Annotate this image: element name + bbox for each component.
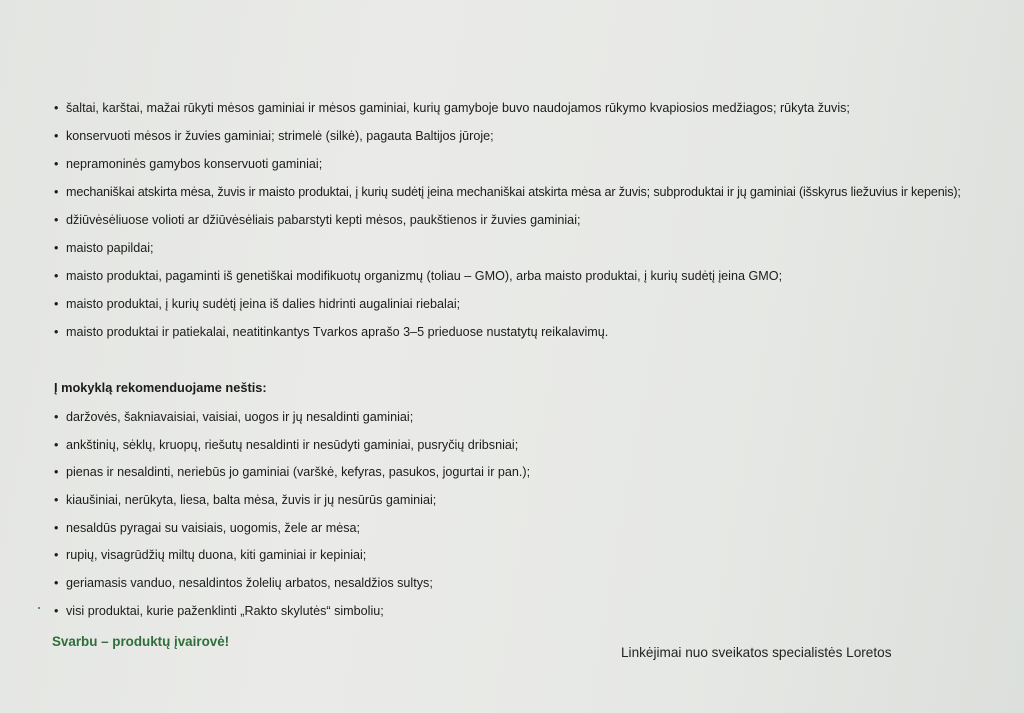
bullet-icon: • (54, 101, 59, 115)
bullet-icon: • (54, 493, 59, 508)
list-item (54, 128, 961, 156)
bullet-icon: • (54, 269, 59, 283)
list-item (54, 184, 961, 212)
list-item-text: maisto produktai, į kurių sudėtį įeina iš dalies hidrinti augaliniai riebalai; (66, 297, 461, 311)
list-item-text: džiūvėsėliuose volioti ar džiūvėsėliais pabarstyti kepti mėsos, paukštienos ir žuvies gaminiai; (66, 213, 581, 227)
list-item (54, 156, 961, 184)
list-item-text: daržovės, šakniavaisiai, vaisiai, uogos ir jų nesaldinti gaminiai; (66, 410, 414, 424)
bullet-icon: • (54, 520, 59, 535)
list-item (54, 409, 530, 437)
list-item (54, 575, 530, 603)
list-item (54, 296, 961, 324)
list-item-text: rupių, visagrūdžių miltų duona, kiti gaminiai ir kepiniai; (66, 548, 367, 563)
list-item-text: ankštinių, sėklų, kruopų, riešutų nesaldinti ir nesūdyti gaminiai, pusryčių dribsniai; (66, 437, 519, 452)
list-item-text: maisto produktai ir patiekalai, neatitinkantys Tvarkos aprašo 3–5 prieduose nustatytų reikalavimų. (66, 325, 609, 339)
list-item-text: kiaušiniai, nerūkyta, liesa, balta mėsa, žuvis ir jų nesūrūs gaminiai; (66, 493, 437, 508)
list-item-text: nesaldūs pyragai su vaisiais, uogomis, žele ar mėsa; (66, 520, 360, 535)
list-item (54, 268, 961, 296)
bullet-icon: • (54, 465, 59, 480)
list-item (54, 464, 530, 492)
bullet-icon: • (54, 157, 59, 171)
forbidden-products-list (54, 100, 961, 352)
list-item (54, 324, 961, 352)
list-item (54, 547, 530, 575)
bullet-icon: • (54, 548, 59, 563)
bullet-icon: • (54, 410, 59, 424)
list-item-text: geriamasis vanduo, nesaldintos žolelių arbatos, nesaldžios sultys; (66, 576, 433, 591)
bullet-icon: • (54, 213, 59, 227)
bullet-icon: • (54, 241, 59, 255)
bullet-icon: • (54, 129, 59, 143)
list-item (54, 100, 961, 128)
list-item-text: maisto papildai; (66, 241, 154, 255)
recommended-heading: Į mokyklą rekomenduojame neštis: (54, 380, 267, 395)
bullet-icon: • (54, 325, 59, 339)
bullet-icon: • (54, 437, 59, 452)
list-item (54, 240, 961, 268)
list-item-text: mechaniškai atskirta mėsa, žuvis ir maisto produktai, į kurių sudėtį įeina mechaniškai atskirta mėsa ar žuvis; subproduktai ir jų gaminiai (išskyrus liežuvius ir kepenis); (66, 185, 961, 199)
greeting-signature: Linkėjimai nuo sveikatos specialistės Loretos (621, 645, 892, 660)
bullet-icon: • (54, 297, 59, 311)
bullet-icon: • (54, 603, 59, 618)
ink-speck (38, 607, 40, 609)
list-item-text: pienas ir nesaldinti, neriebūs jo gaminiai (varškė, kefyras, pasukos, jogurtai ir pan.); (66, 465, 531, 480)
list-item (54, 492, 530, 520)
bullet-icon: • (54, 576, 59, 591)
recommended-products-list (54, 409, 530, 631)
motto-text: Svarbu – produktų įvairovė! (52, 634, 230, 649)
list-item-text: šaltai, karštai, mažai rūkyti mėsos gaminiai ir mėsos gaminiai, kurių gamyboje buvo naudojamos rūkymo kvapiosios medžiagos; rūkyta žuvis; (66, 101, 850, 115)
list-item-text: visi produktai, kurie paženklinti „Rakto skylutės“ simboliu; (66, 603, 384, 618)
list-item-text: maisto produktai, pagaminti iš genetiškai modifikuotų organizmų (toliau – GMO), arba maisto produktai, į kurių sudėtį įeina GMO; (66, 269, 783, 283)
list-item (54, 603, 530, 631)
list-item (54, 437, 530, 465)
list-item-text: nepramoninės gamybos konservuoti gaminiai; (66, 157, 323, 171)
bullet-icon: • (54, 185, 59, 199)
list-item (54, 212, 961, 240)
list-item-text: konservuoti mėsos ir žuvies gaminiai; strimelė (silkė), pagauta Baltijos jūroje; (66, 129, 494, 143)
list-item (54, 520, 530, 548)
